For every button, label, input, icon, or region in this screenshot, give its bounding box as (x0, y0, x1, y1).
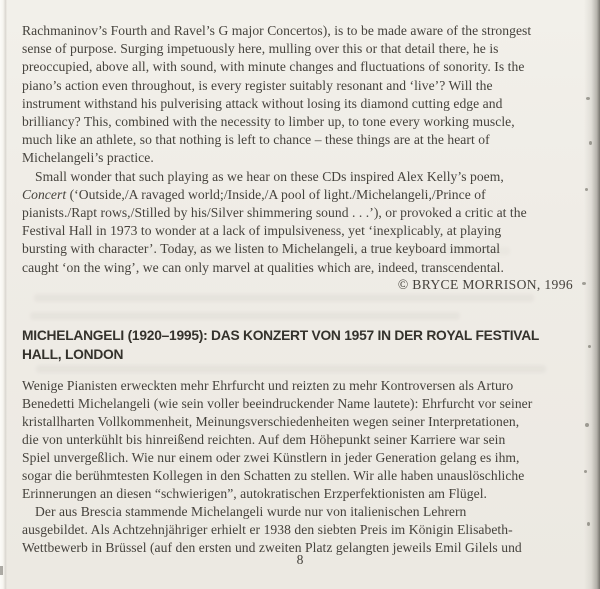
text-line: bursting with character’. Today, as we listen to Michelangeli, a true keyboard immortal (22, 241, 501, 257)
bleedthrough-ghost (30, 312, 460, 320)
scan-speck (585, 188, 588, 191)
paragraph-english-2 (22, 168, 531, 277)
text-line: Small wonder that such playing as we hear on these CDs inspired Alex Kelly’s poem, (35, 168, 504, 184)
text-line: Benedetti Michelangeli (wie sein voller beeindruckender Name lautete): Ehrfurcht vor seiner (22, 396, 533, 411)
page-right-edge (584, 0, 600, 589)
scan-speck (589, 141, 592, 145)
text-line: Wettbewerb in Brüssel (auf den ersten und zweiten Platz gelangten jeweils Emil Gilels und (22, 540, 522, 555)
text-segment: (‘Outside,/A ravaged world;/Inside,/A pool of light./Michelangeli,/Prince of (66, 186, 486, 202)
german-text-block (22, 377, 532, 557)
text-line: Spiel unvergeßlich. Wie nur einem oder zwei Künstlern in jeder Generation gelang es ihm, (22, 450, 520, 465)
text-line: Rachmaninov’s Fourth and Ravel’s G major Concertos), is to be made aware of the strongest (22, 23, 532, 38)
text-line: sogar die berühmtesten Kollegen in den Schatten zu stellen. Wir alle haben unauslöschliche (22, 468, 525, 483)
scan-speck (584, 470, 587, 473)
text-line: much like an athlete, so that nothing is left to chance – these things are at the heart of (22, 132, 490, 148)
bleedthrough-ghost (34, 294, 534, 302)
text-line: Der aus Brescia stammende Michelangeli wurde nur von italienischen Lehrern (35, 504, 467, 519)
text-line: ausgebildet. Als Achtzehnjähriger erhielt er 1938 den siebten Preis im Königin Elisabeth- (22, 522, 513, 537)
text-line (22, 186, 531, 204)
text-line: pianists./Rapt rows,/Stilled by his/Silver shimmering sound . . .’), or provoked a critic at the (22, 205, 527, 221)
text-line: Wenige Pianisten erweckten mehr Ehrfurcht und reizten zu mehr Kontroversen als Arturo (22, 378, 514, 393)
text-line: caught ‘on the wing’, we can only marvel at qualities which are, indeed, transcendental. (22, 259, 504, 275)
text-line: MICHELANGELI (1920–1995): DAS KONZERT VON 1957 IN DER ROYAL FESTIVAL (22, 328, 540, 343)
scan-speck (582, 282, 586, 285)
paragraph-german-1 (22, 377, 532, 503)
text-line: Erinnerungen an diesen “schwierigen”, autokratischen Erzperfektionisten am Flügel. (22, 486, 487, 501)
scan-speck (585, 423, 589, 427)
text-line: HALL, LONDON (22, 346, 124, 362)
scan-speck (0, 566, 3, 575)
text-line: Michelangeli’s practice. (22, 150, 154, 166)
author-credit: © BRYCE MORRISON, 1996 (397, 277, 573, 292)
text-line: instrument withstand his pulverising attack without losing its diamond cutting edge and (22, 95, 503, 111)
scan-speck (587, 522, 590, 526)
text-line: brilliancy? This, combined with the necessity to limber up, to tone every working muscle, (22, 114, 515, 130)
page-number: 8 (296, 552, 304, 567)
scan-speck (588, 345, 591, 348)
italic-title: Concert (22, 186, 67, 202)
text-line: die von unterkühlt bis hinreißend reichten. Auf dem Höhepunkt seiner Karriere war sein (22, 432, 506, 447)
scan-speck (586, 97, 590, 100)
text-line: preoccupied, above all, with sound, with minute changes and fluctuations of sonority. Is the (22, 59, 525, 75)
page-left-edge (0, 0, 7, 589)
german-section-heading (22, 327, 539, 364)
text-line: kristallharten Vollkommenheit, Meinungsverschiedenheiten wegen seiner Interpretationen, (22, 414, 520, 429)
bleedthrough-ghost (36, 365, 546, 373)
paragraph-german-2 (22, 503, 532, 557)
paragraph-english-1 (22, 22, 531, 168)
text-line: piano’s action even throughout, is every register suitably resonant and ‘live’? Will the (22, 77, 493, 93)
text-line: sense of purpose. Surging impetuously here, mulling over this or that detail there, he is (22, 41, 499, 57)
text-line: Festival Hall in 1973 to wonder at a lack of impulsiveness, yet ‘inexplicably, at playing (22, 223, 502, 239)
english-text-block (22, 22, 531, 277)
